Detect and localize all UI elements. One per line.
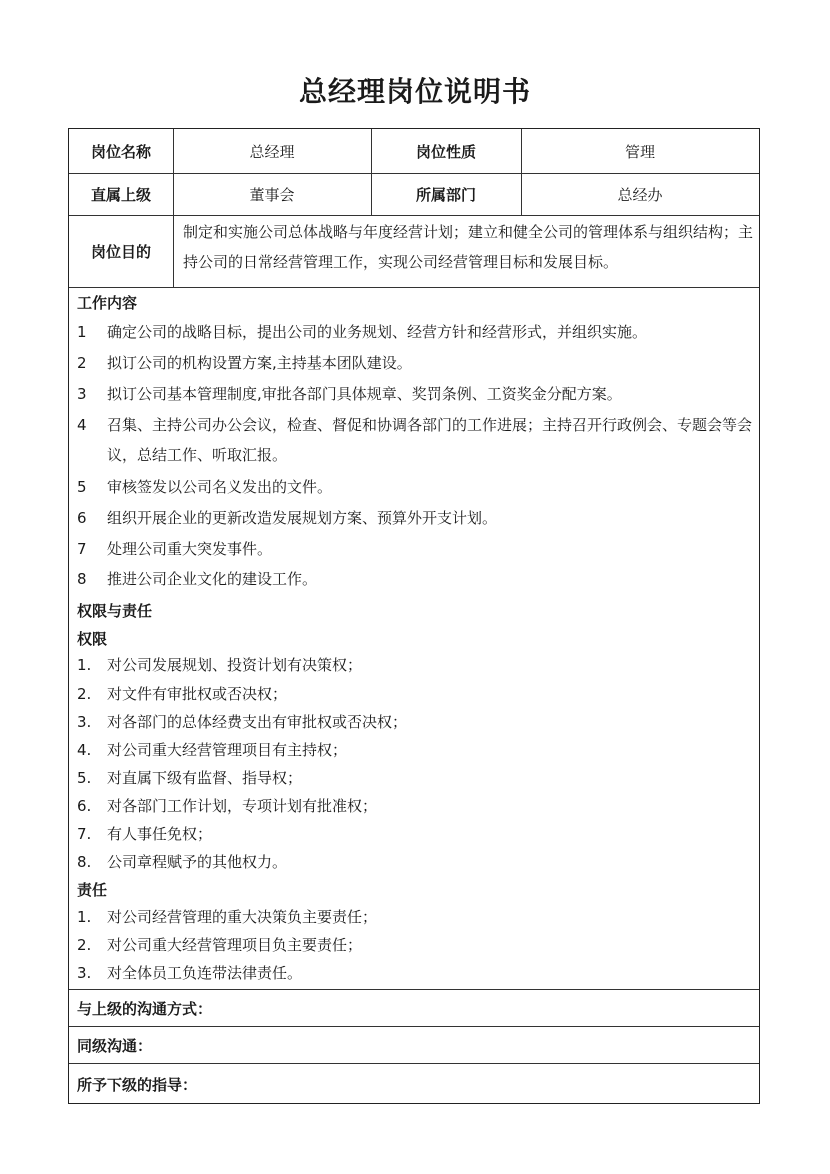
document-title: 总经理岗位说明书 (298, 75, 531, 108)
work-item-number: 6 (77, 509, 87, 527)
rights-subheading: 权限 (77, 630, 108, 648)
work-item (77, 348, 753, 378)
label-position-purpose: 岗位目的 (90, 242, 151, 261)
rights-item-text: 公司章程赋予的其他权力。 (107, 853, 288, 871)
work-item-number: 1 (77, 323, 87, 341)
label-position-name: 岗位名称 (90, 142, 151, 161)
rights-item (77, 791, 753, 821)
peer-communication-label: 同级沟通： (77, 1037, 153, 1055)
rights-item-number: 2. (77, 685, 92, 703)
value-direct-superior: 董事会 (249, 185, 295, 204)
responsibility-item-text: 对全体员工负连带法律责任。 (107, 964, 303, 982)
work-item (77, 503, 753, 533)
rights-item (77, 763, 753, 793)
responsibility-item-number: 2. (77, 936, 92, 954)
subordinate-guidance-label: 所予下级的指导： (77, 1076, 198, 1094)
label-department: 所属部门 (415, 185, 476, 204)
rights-item-number: 4. (77, 741, 92, 759)
work-item-number: 8 (77, 570, 87, 588)
row-divider (69, 989, 759, 990)
rights-item-text: 有人事任免权； (107, 825, 213, 843)
row-divider (69, 1026, 759, 1027)
responsibility-item-number: 1. (77, 908, 92, 926)
value-position-name: 总经理 (249, 142, 295, 161)
rights-item-number: 7. (77, 825, 92, 843)
rights-item (77, 847, 753, 877)
label-direct-superior: 直属上级 (90, 185, 151, 204)
rights-item-text: 对各部门工作计划，专项计划有批准权； (107, 797, 378, 815)
work-item-text: 处理公司重大突发事件。 (107, 540, 273, 558)
label-position-nature: 岗位性质 (415, 142, 476, 161)
work-item-text: 拟订公司的机构设置方案,主持基本团队建设。 (107, 354, 412, 372)
row-divider (69, 1063, 759, 1064)
rights-item-text: 对文件有审批权或否决权； (107, 685, 288, 703)
work-item-text: 推进公司企业文化的建设工作。 (107, 570, 318, 588)
authority-heading: 权限与责任 (77, 602, 153, 620)
value-position-nature: 管理 (624, 142, 655, 161)
work-item (77, 564, 753, 594)
rights-item (77, 735, 753, 765)
work-item-text: 拟订公司基本管理制度,审批各部门具体规章、奖罚条例、工资奖金分配方案。 (107, 385, 622, 403)
position-purpose-text: 制定和实施公司总体战略与年度经营计划；建立和健全公司的管理体系与组织结构；主持公司的日常经营管理工作，实现公司经营管理目标和发展目标。 (183, 223, 754, 271)
responsibility-item-number: 3. (77, 964, 92, 982)
rights-item-text: 对各部门的总体经费支出有审批权或否决权； (107, 713, 408, 731)
work-item-text: 审核签发以公司名义发出的文件。 (107, 478, 333, 496)
rights-item-text: 对公司重大经营管理项目有主持权； (107, 741, 348, 759)
responsibility-item-text: 对公司经营管理的重大决策负主要责任； (107, 908, 378, 926)
rights-item (77, 650, 753, 680)
job-description-table (68, 128, 760, 1104)
work-content-heading: 工作内容 (77, 294, 138, 312)
responsibility-subheading: 责任 (77, 881, 108, 899)
work-item-text: 召集、主持公司办公会议，检查、督促和协调各部门的工作进展；主持召开行政例会、专题会等会议，总结工作、听取汇报。 (107, 416, 753, 464)
row-divider (69, 287, 759, 288)
rights-item (77, 819, 753, 849)
work-item (77, 410, 753, 470)
work-item (77, 534, 753, 564)
work-item-number: 5 (77, 478, 87, 496)
responsibility-item-text: 对公司重大经营管理项目负主要责任； (107, 936, 363, 954)
work-item-number: 7 (77, 540, 87, 558)
superior-communication-label: 与上级的沟通方式： (77, 1000, 213, 1018)
rights-item-text: 对直属下级有监督、指导权； (107, 769, 303, 787)
rights-item-number: 5. (77, 769, 92, 787)
work-item-number: 4 (77, 416, 87, 434)
rights-item-number: 3. (77, 713, 92, 731)
responsibility-item (77, 930, 753, 960)
work-item-number: 2 (77, 354, 87, 372)
rights-item (77, 707, 753, 737)
work-item-text: 组织开展企业的更新改造发展规划方案、预算外开支计划。 (107, 509, 498, 527)
value-department: 总经办 (617, 185, 663, 204)
rights-item-number: 1. (77, 656, 92, 674)
work-item-number: 3 (77, 385, 87, 403)
rights-item (77, 679, 753, 709)
work-item (77, 379, 753, 409)
rights-item-text: 对公司发展规划、投资计划有决策权； (107, 656, 363, 674)
responsibility-item (77, 902, 753, 932)
rights-item-number: 8. (77, 853, 92, 871)
responsibility-item (77, 958, 753, 988)
work-item (77, 472, 753, 502)
work-item-text: 确定公司的战略目标，提出公司的业务规划、经营方针和经营形式，并组织实施。 (107, 323, 648, 341)
rights-item-number: 6. (77, 797, 92, 815)
work-item (77, 317, 753, 347)
